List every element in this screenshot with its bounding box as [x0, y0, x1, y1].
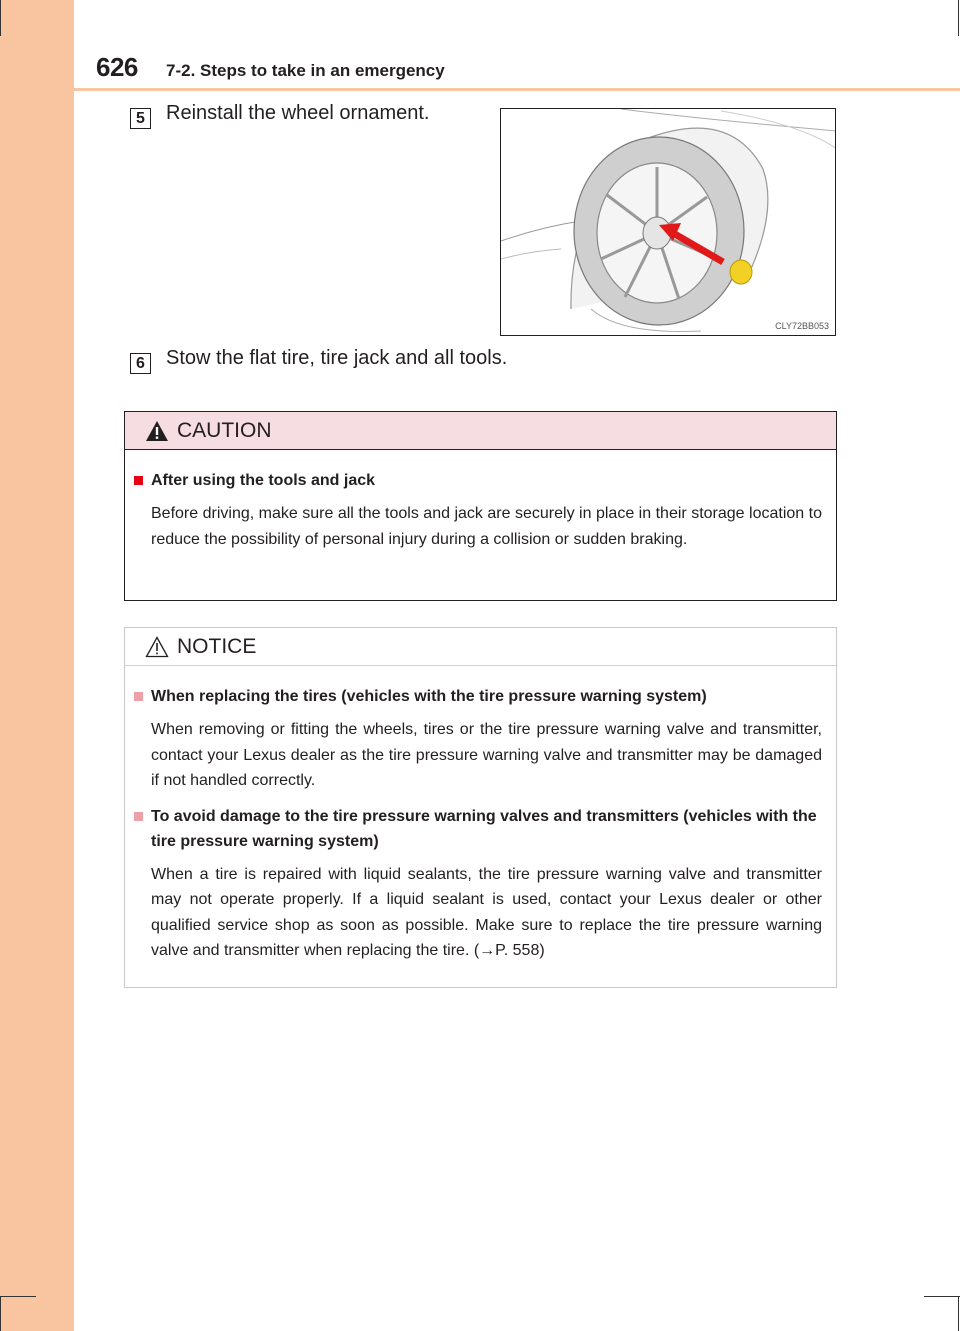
wheel-ornament-illustration	[500, 108, 836, 336]
header-rule	[74, 88, 960, 91]
step-number: 6	[130, 353, 151, 374]
notice-box	[124, 627, 837, 988]
square-bullet-icon	[134, 812, 143, 821]
caution-box	[124, 411, 837, 601]
notice-item-heading: To avoid damage to the tire pressure warning valves and transmitters (vehicles with the tire pressure warning system)	[134, 804, 822, 854]
caution-header	[125, 412, 836, 450]
notice-title: NOTICE	[177, 634, 257, 658]
crop-mark	[924, 1296, 960, 1297]
square-bullet-icon	[134, 476, 143, 485]
figure-code: CLY72BB053	[775, 321, 829, 331]
step-text: Reinstall the wheel ornament.	[166, 102, 430, 124]
crop-mark	[958, 0, 959, 36]
square-bullet-icon	[134, 692, 143, 701]
page-number: 626	[96, 52, 138, 82]
crop-mark	[0, 1296, 1, 1331]
side-color-strip	[0, 0, 74, 1331]
step-5	[130, 102, 430, 129]
caution-item-heading: After using the tools and jack	[134, 468, 822, 493]
step-text: Stow the flat tire, tire jack and all tools.	[166, 347, 508, 369]
warning-triangle-outline-icon	[145, 636, 169, 658]
section-title: 7-2. Steps to take in an emergency	[166, 61, 445, 80]
caution-item-body: Before driving, make sure all the tools and jack are securely in place in their storage location to reduce the possibility of personal injury during a collision or sudden braking.	[151, 505, 822, 548]
step-6	[130, 347, 508, 374]
step-number: 5	[130, 108, 151, 129]
notice-header	[125, 628, 836, 666]
crop-mark	[0, 1296, 36, 1297]
notice-item-body: When a tire is repaired with liquid sealants, the tire pressure warning valve and transmitter may not operate properly. If a liquid sealant is used, contact your Lexus dealer or other qualified service shop as soon as possible. Make sure to replace the tire pressure warning valve and transmitter when replacing the tire. (→P. 558)	[151, 865, 822, 959]
notice-item-heading: When replacing the tires (vehicles with the tire pressure warning system)	[134, 684, 822, 709]
crop-mark	[0, 0, 1, 36]
crop-mark	[958, 1296, 959, 1331]
warning-triangle-icon	[145, 420, 169, 442]
caution-title: CAUTION	[177, 418, 272, 442]
notice-item-body: When removing or fitting the wheels, tires or the tire pressure warning valve and transmitter, contact your Lexus dealer as the tire pressure warning valve and transmitter may be damaged if not handled correctly.	[151, 721, 822, 789]
